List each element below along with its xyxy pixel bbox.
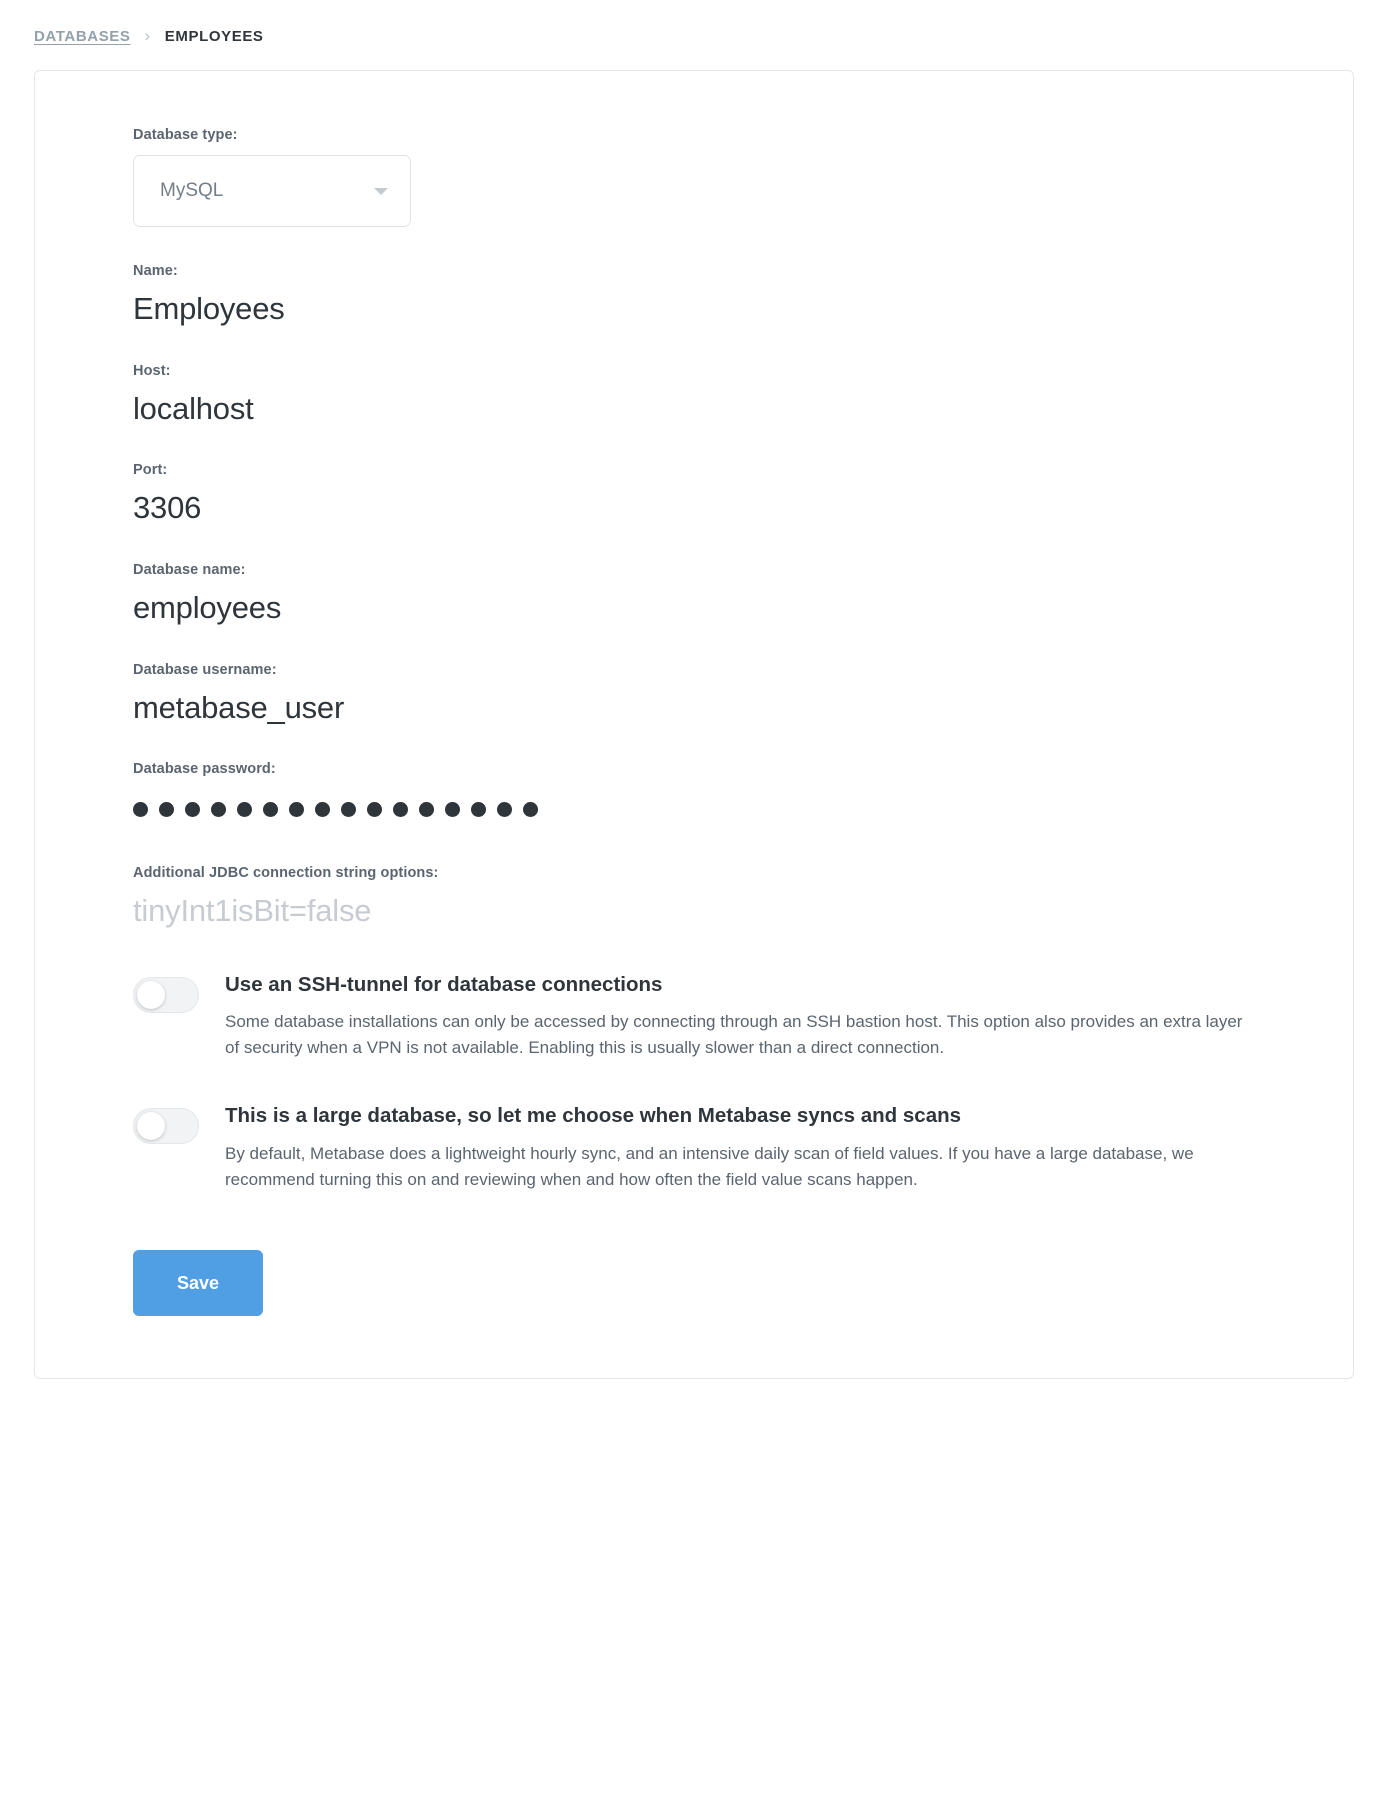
- password-dot: [211, 802, 226, 817]
- toggle-knob: [137, 1112, 165, 1140]
- database-type-value: MySQL: [160, 180, 224, 201]
- password-dot: [185, 802, 200, 817]
- database-password-input[interactable]: [133, 789, 1255, 829]
- database-username-label: Database username:: [133, 661, 277, 678]
- password-dot: [237, 802, 252, 817]
- password-dot: [445, 802, 460, 817]
- name-label: Name:: [133, 263, 178, 279]
- database-name-label: Database name:: [133, 561, 246, 578]
- ssh-tunnel-toggle[interactable]: [133, 977, 199, 1013]
- port-label: Port:: [133, 462, 168, 479]
- database-password-label: Database password:: [133, 761, 276, 778]
- save-button[interactable]: Save: [133, 1250, 263, 1316]
- large-database-body: [225, 1104, 1255, 1192]
- password-dot: [367, 802, 382, 817]
- ssh-tunnel-body: [225, 973, 1255, 1061]
- field-database-name: [133, 562, 1255, 626]
- password-dot: [341, 802, 356, 817]
- large-database-description: By default, Metabase does a lightweight hourly sync, and an intensive daily scan of field values. If you have a large database, we recommend turning this on and reviewing when and how often the field value scans happen.: [225, 1144, 1194, 1189]
- field-database-username: [133, 662, 1255, 726]
- database-type-select[interactable]: [133, 155, 411, 227]
- password-dot: [393, 802, 408, 817]
- breadcrumb-databases-link[interactable]: DATABASES: [34, 27, 131, 45]
- host-input[interactable]: localhost: [133, 390, 254, 426]
- ssh-tunnel-title: Use an SSH-tunnel for database connections: [225, 972, 663, 996]
- field-jdbc-options: [133, 865, 1255, 929]
- password-dot: [159, 802, 174, 817]
- database-form: [35, 127, 1353, 1316]
- field-name: [133, 263, 1255, 327]
- breadcrumb: [0, 0, 1388, 70]
- large-database-title: This is a large database, so let me choose when Metabase syncs and scans: [225, 1104, 962, 1128]
- name-input[interactable]: Employees: [133, 291, 285, 326]
- database-name-input[interactable]: employees: [133, 589, 282, 625]
- ssh-tunnel-row: [133, 973, 1255, 1061]
- field-database-password: [133, 761, 1255, 829]
- breadcrumb-current: EMPLOYEES: [164, 27, 264, 45]
- large-database-row: [133, 1104, 1255, 1192]
- password-dot: [263, 802, 278, 817]
- chevron-down-icon: [374, 188, 388, 195]
- database-settings-card: [34, 70, 1354, 1379]
- jdbc-options-label: Additional JDBC connection string options:: [133, 865, 439, 882]
- password-dot: [315, 802, 330, 817]
- database-username-input[interactable]: metabase_user: [133, 689, 345, 725]
- password-dot: [289, 802, 304, 817]
- field-port: [133, 462, 1255, 526]
- field-database-type: [133, 127, 1255, 227]
- password-dot: [419, 802, 434, 817]
- form-actions: [133, 1250, 1255, 1316]
- field-host: [133, 363, 1255, 427]
- chevron-right-icon: ›: [144, 26, 151, 45]
- jdbc-options-input[interactable]: tinyInt1isBit=false: [133, 893, 372, 929]
- password-dot: [497, 802, 512, 817]
- ssh-tunnel-description: Some database installations can only be accessed by connecting through an SSH bastion host. This option also provides an extra layer of security when a VPN is not available. Enabling this is usually slower than a direct connection.: [225, 1012, 1243, 1057]
- host-label: Host:: [133, 362, 171, 379]
- password-dot: [471, 802, 486, 817]
- password-dot: [523, 802, 538, 817]
- port-input[interactable]: 3306: [133, 490, 202, 526]
- toggle-knob: [137, 981, 165, 1009]
- password-dot: [133, 802, 148, 817]
- large-database-toggle[interactable]: [133, 1108, 199, 1144]
- database-type-label: Database type:: [133, 127, 238, 143]
